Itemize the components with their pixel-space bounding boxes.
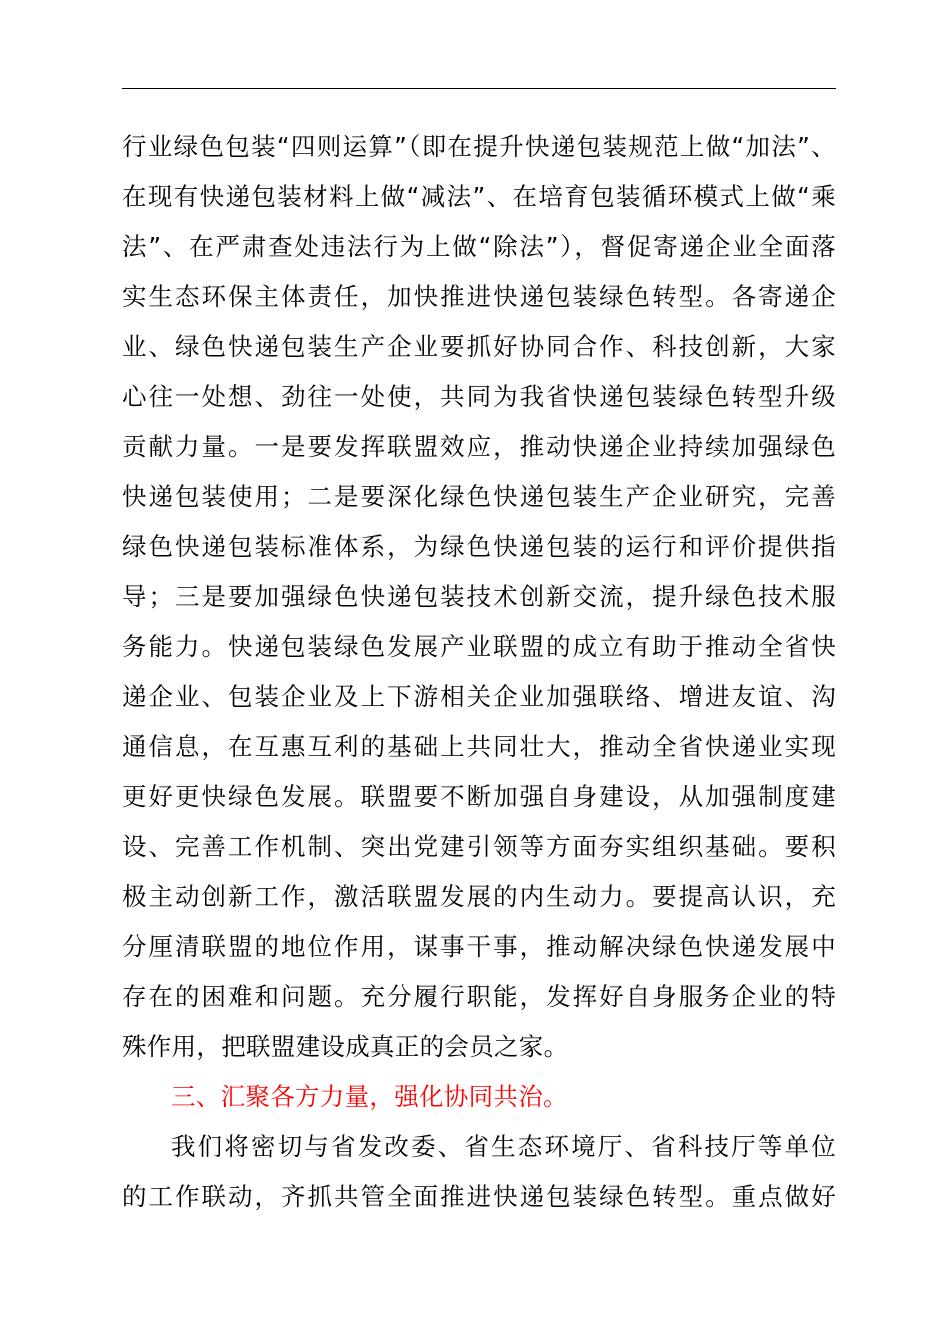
header-rule xyxy=(122,88,836,89)
paragraph-line: 通信息，在互惠互利的基础上共同壮大，推动全省快递业实现 xyxy=(122,732,836,761)
paragraph-line: 快递包装使用；二是要深化绿色快递包装生产企业研究，完善 xyxy=(122,482,836,511)
paragraph-line: 存在的困难和问题。充分履行职能，发挥好自身服务企业的特 xyxy=(122,982,836,1011)
paragraph-line: 设、完善工作机制、突出党建引领等方面夯实组织基础。要积 xyxy=(122,832,836,861)
paragraph-line: 务能力。快递包装绿色发展产业联盟的成立有助于推动全省快 xyxy=(122,632,836,661)
paragraph-line: 业、绿色快递包装生产企业要抓好协同合作、科技创新，大家 xyxy=(122,332,836,361)
paragraph-line: 殊作用，把联盟建设成真正的会员之家。 xyxy=(122,1032,569,1061)
paragraph-line: 法”、在严肃查处违法行为上做“除法”），督促寄递企业全面落 xyxy=(122,232,836,261)
paragraph-line: 心往一处想、劲往一处使，共同为我省快递包装绿色转型升级 xyxy=(122,382,836,411)
paragraph-line: 实生态环保主体责任，加快推进快递包装绿色转型。各寄递企 xyxy=(122,282,836,311)
paragraph-line: 导；三是要加强绿色快递包装技术创新交流，提升绿色技术服 xyxy=(122,582,836,611)
section-heading: 三、汇聚各方力量，强化协同共治。 xyxy=(171,1082,568,1111)
paragraph-line: 分厘清联盟的地位作用，谋事干事，推动解决绿色快递发展中 xyxy=(122,932,836,961)
paragraph-line: 我们将密切与省发改委、省生态环境厅、省科技厅等单位 xyxy=(171,1132,836,1161)
paragraph-line: 贡献力量。一是要发挥联盟效应，推动快递企业持续加强绿色 xyxy=(122,432,836,461)
paragraph-line: 在现有快递包装材料上做“减法”、在培育包装循环模式上做“乘 xyxy=(122,182,836,211)
paragraph-line: 的工作联动，齐抓共管全面推进快递包装绿色转型。重点做好 xyxy=(122,1182,836,1211)
paragraph-line: 递企业、包装企业及上下游相关企业加强联络、增进友谊、沟 xyxy=(122,682,836,711)
paragraph-line: 极主动创新工作，激活联盟发展的内生动力。要提高认识，充 xyxy=(122,882,836,911)
paragraph-line: 更好更快绿色发展。联盟要不断加强自身建设，从加强制度建 xyxy=(122,782,836,811)
paragraph-line: 行业绿色包装“四则运算”（即在提升快递包装规范上做“加法”、 xyxy=(122,132,836,161)
body-text xyxy=(122,122,836,1222)
paragraph-line: 绿色快递包装标准体系，为绿色快递包装的运行和评价提供指 xyxy=(122,532,836,561)
